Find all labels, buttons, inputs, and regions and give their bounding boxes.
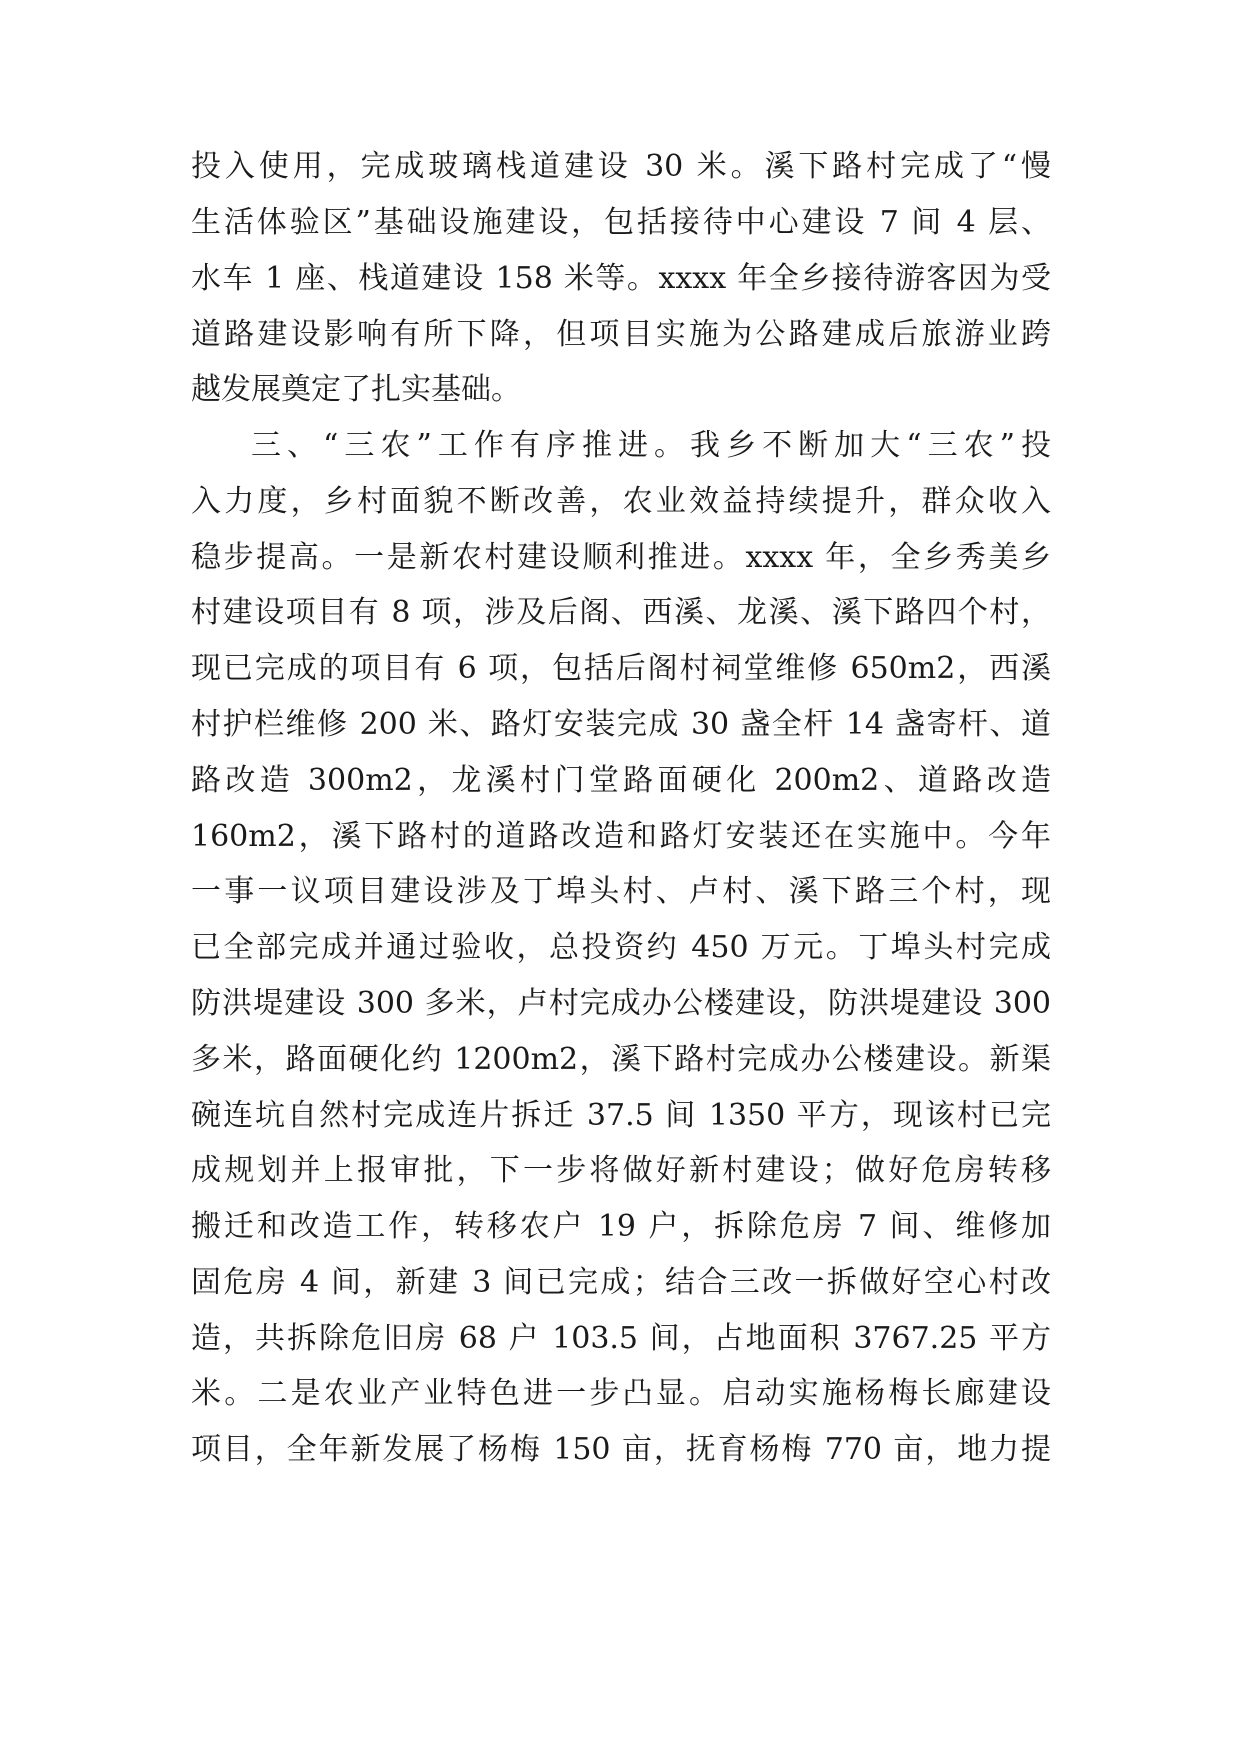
text-line: 米。二是农业产业特色进一步凸显。启动实施杨梅长廊建设 xyxy=(191,1376,1051,1411)
text-line: 路改造 300m2，龙溪村门堂路面硬化 200m2、道路改造 xyxy=(191,763,1051,798)
text-line: 投入使用，完成玻璃栈道建设 30 米。溪下路村完成了“慢 xyxy=(191,149,1051,184)
text-line: 碗连坑自然村完成连片拆迁 37.5 间 1350 平方，现该村已完 xyxy=(191,1098,1051,1133)
text-line: 生活体验区”基础设施建设，包括接待中心建设 7 间 4 层、 xyxy=(191,205,1051,240)
text-line: 入力度，乡村面貌不断改善，农业效益持续提升，群众收入 xyxy=(191,484,1051,519)
text-line: 造，共拆除危旧房 68 户 103.5 间，占地面积 3767.25 平方 xyxy=(191,1321,1051,1356)
text-line: 道路建设影响有所下降，但项目实施为公路建成后旅游业跨 xyxy=(191,317,1051,352)
text-line: 固危房 4 间，新建 3 间已完成；结合三改一拆做好空心村改 xyxy=(191,1265,1051,1300)
text-line: 现已完成的项目有 6 项，包括后阁村祠堂维修 650m2，西溪 xyxy=(191,651,1051,686)
text-line: 一事一议项目建设涉及丁埠头村、卢村、溪下路三个村，现 xyxy=(191,874,1051,909)
text-line: 防洪堤建设 300 多米，卢村完成办公楼建设，防洪堤建设 300 xyxy=(191,986,1051,1021)
text-line: 三、“三农”工作有序推进。我乡不断加大“三农”投 xyxy=(251,428,1051,463)
text-line: 稳步提高。一是新农村建设顺利推进。xxxx 年，全乡秀美乡 xyxy=(191,540,1051,575)
text-line: 160m2，溪下路村的道路改造和路灯安装还在实施中。今年 xyxy=(191,819,1051,854)
text-line: 村护栏维修 200 米、路灯安装完成 30 盏全杆 14 盏寄杆、道 xyxy=(191,707,1051,742)
text-line: 项目，全年新发展了杨梅 150 亩，抚育杨梅 770 亩，地力提 xyxy=(191,1432,1051,1467)
text-line: 搬迁和改造工作，转移农户 19 户，拆除危房 7 间、维修加 xyxy=(191,1209,1051,1244)
text-line: 越发展奠定了扎实基础。 xyxy=(191,372,521,407)
text-line: 已全部完成并通过验收，总投资约 450 万元。丁埠头村完成 xyxy=(191,930,1051,965)
text-line: 多米，路面硬化约 1200m2，溪下路村完成办公楼建设。新渠 xyxy=(191,1042,1051,1077)
text-line: 成规划并上报审批，下一步将做好新村建设；做好危房转移 xyxy=(191,1153,1051,1188)
text-line: 村建设项目有 8 项，涉及后阁、西溪、龙溪、溪下路四个村， xyxy=(191,595,1051,630)
text-line: 水车 1 座、栈道建设 158 米等。xxxx 年全乡接待游客因为受 xyxy=(191,261,1051,296)
